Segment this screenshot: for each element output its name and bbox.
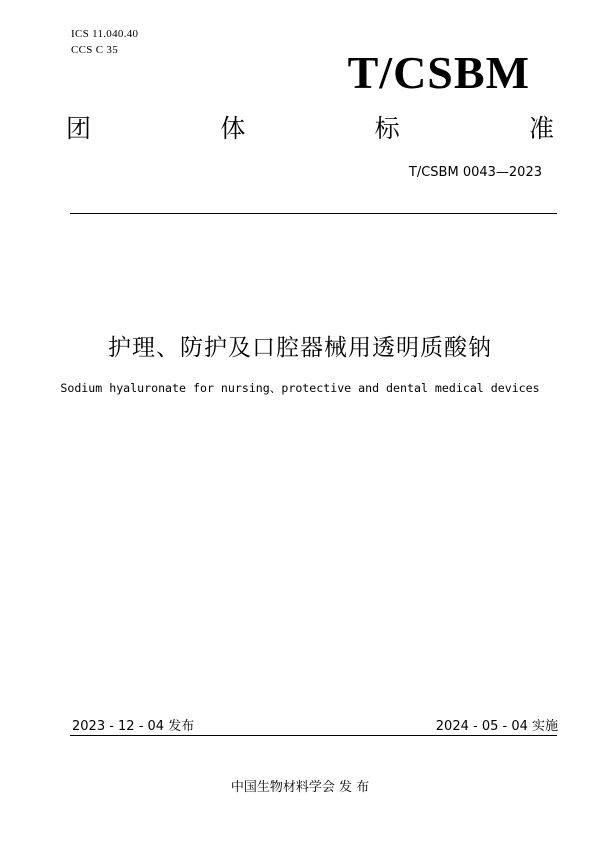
title-chinese: 护理、防护及口腔器械用透明质酸钠 — [108, 335, 492, 361]
issue-date: 2023 - 12 - 04 发布 — [72, 719, 195, 734]
implementation-date: 2024 - 05 - 04 实施 — [435, 719, 558, 734]
organization-code: T/CSBM — [347, 47, 530, 98]
publisher: 中国生物材料学会 发 布 — [230, 780, 370, 795]
title-english: Sodium hyaluronate for nursing、protective and dental medical devices — [60, 381, 540, 395]
standard-type-char: 准 — [528, 114, 554, 143]
standard-type-char: 团 — [66, 114, 92, 143]
top-divider — [70, 213, 557, 214]
bottom-divider — [70, 735, 557, 736]
standard-type-heading — [66, 116, 554, 141]
ccs-code: CCS C 35 — [71, 44, 119, 56]
standard-number: T/CSBM 0043—2023 — [408, 165, 542, 180]
standard-type-char: 标 — [374, 114, 400, 143]
ics-code: ICS 11.040.40 — [71, 28, 139, 40]
standard-type-char: 体 — [220, 114, 246, 143]
